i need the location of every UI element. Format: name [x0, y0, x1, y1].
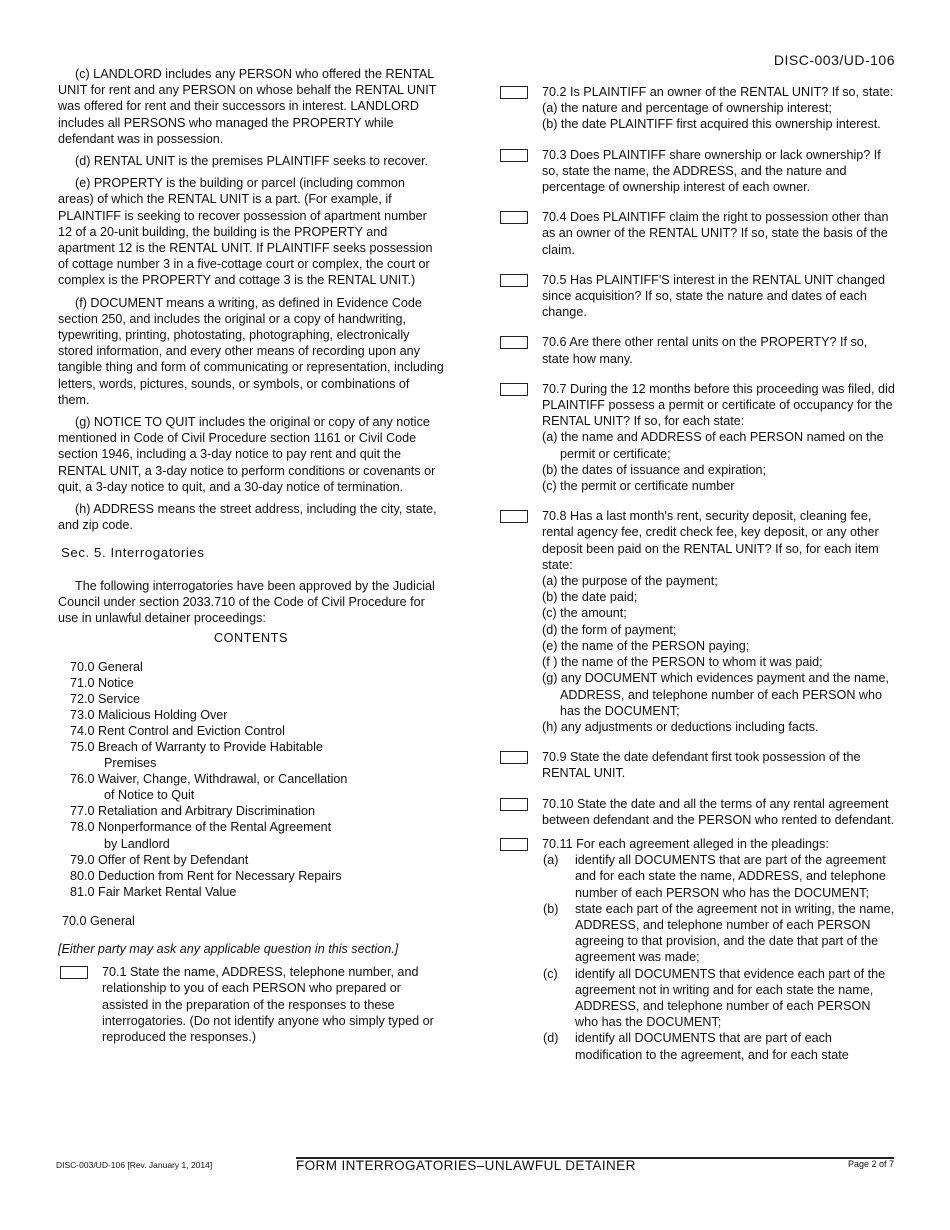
interrogatory-text: 70.2 Is PLAINTIFF an owner of the RENTAL UNIT? If so, state:	[542, 85, 894, 99]
interrogatory-text: 70.5 Has PLAINTIFF'S interest in the RENTAL UNIT changed since acquisition? If so, state the nature and dates of each change.	[542, 272, 886, 320]
interrogatory-text: 70.9 State the date defendant first took possession of the RENTAL UNIT.	[542, 750, 861, 781]
checkbox-70-4[interactable]	[500, 211, 528, 224]
sub-item: (a) the purpose of the payment;	[542, 574, 718, 589]
section-5-heading: Sec. 5. Interrogatories	[61, 545, 205, 561]
toc-item: 81.0 Fair Market Rental Value	[70, 884, 237, 899]
toc-item: 71.0 Notice	[70, 675, 134, 690]
left-column	[58, 66, 444, 1045]
toc-item: 79.0 Offer of Rent by Defendant	[70, 852, 249, 867]
definition-property: (e) PROPERTY is the building or parcel (including common areas) of which the RENTAL UNIT is a part. (For example, if PLAINTIFF is seeking to recover possession of apartment number 12 of a 20-unit building, the building is the PROPERTY and apartment 12 is the RENTAL UNIT. If PLAINTIFF seeks possession of cottage number 3 in a five-cottage court or complex, the court or complex is the PROPERTY and cottage 3 is the RENTAL UNIT.)	[58, 176, 433, 288]
checkbox-70-11[interactable]	[500, 838, 528, 851]
interrogatory-text: 70.4 Does PLAINTIFF claim the right to possession other than as an owner of the RENTAL UNIT? If so, state the basis of the claim.	[542, 210, 889, 257]
sub-item: (a) the nature and percentage of ownership interest;	[542, 101, 832, 116]
interrogatory-text: 70.3 Does PLAINTIFF share ownership or lack ownership? If so, state the name, the ADDRESS, and the nature and percentage of ownership interest of each owner.	[542, 147, 881, 195]
interrogatory-70-7	[500, 381, 895, 494]
toc-item-continued: Premises	[104, 756, 157, 771]
sub-item-text: identify all DOCUMENTS that are part of the agreement and for each state the name, ADDRESS, and telephone number of each PERSON who has the DOCUMENT;	[575, 853, 886, 900]
sub-item: (c) the amount;	[542, 606, 627, 621]
sub-item: (b) the dates of issuance and expiration;	[542, 462, 767, 477]
toc-item: 74.0 Rent Control and Eviction Control	[70, 723, 285, 738]
checkbox-70-6[interactable]	[500, 336, 528, 349]
checkbox-70-1[interactable]	[60, 966, 88, 979]
sub-item: (f ) the name of the PERSON to whom it was paid;	[542, 655, 823, 670]
sub-item	[500, 852, 895, 901]
checkbox-70-5[interactable]	[500, 274, 528, 287]
checkbox-70-2[interactable]	[500, 86, 528, 99]
footer-title: FORM INTERROGATORIES–UNLAWFUL DETAINER	[296, 1158, 636, 1173]
interrogatory-text: 70.10 State the date and all the terms of any rental agreement between defendant and the PERSON who rented to defendant.	[542, 796, 895, 827]
checkbox-70-9[interactable]	[500, 751, 528, 764]
sub-item-text: identify all DOCUMENTS that evidence each part of the agreement not in writing and for each state the name, ADDRESS, and telephone number of each PERSON who has the DOCUMENT;	[575, 966, 886, 1030]
checkbox-70-7[interactable]	[500, 383, 528, 396]
footer-form-revision: DISC-003/UD-106 [Rev. January 1, 2014]	[56, 1160, 213, 1170]
sub-item: (e) the name of the PERSON paying;	[542, 638, 750, 653]
sub-item-label: (c)	[543, 966, 558, 981]
toc-item-continued: of Notice to Quit	[104, 788, 195, 803]
general-heading: 70.0 General	[62, 913, 135, 928]
interrogatory-text: 70.1 State the name, ADDRESS, telephone number, and relationship to you of each PERSON who prepared or assisted in the preparation of the responses to these interrogatories. (Do not identify anyone who simply typed or reproduced the responses.)	[102, 965, 434, 1044]
interrogatory-70-11	[500, 836, 895, 1063]
toc-item-continued: by Landlord	[104, 836, 170, 851]
right-column	[500, 84, 895, 1063]
sub-item-label: (a)	[543, 853, 559, 868]
interrogatory-70-6	[500, 334, 895, 366]
sub-item: (c) the permit or certificate number	[542, 479, 735, 494]
sub-item: (d) the form of payment;	[542, 622, 677, 637]
checkbox-70-10[interactable]	[500, 798, 528, 811]
interrogatory-text: 70.7 During the 12 months before this proceeding was filed, did PLAINTIFF possess a permit or certificate of occupancy for the RENTAL UNIT? If so, for each state:	[542, 381, 895, 429]
interrogatory-70-9	[500, 749, 895, 781]
interrogatory-text: 70.6 Are there other rental units on the PROPERTY? If so, state how many.	[542, 335, 868, 366]
interrogatories-intro: The following interrogatories have been approved by the Judicial Council under section 2033.710 of the Code of Civil Procedure for use in unlawful detainer proceedings:	[58, 578, 435, 626]
toc-item: 77.0 Retaliation and Arbitrary Discrimination	[70, 804, 315, 819]
sub-item: (h) any adjustments or deductions including facts.	[542, 719, 819, 734]
sub-item-label: (d)	[543, 1031, 559, 1046]
footer-page-number: Page 2 of 7	[847, 1159, 894, 1169]
sub-item-text: state each part of the agreement not in writing, the name, ADDRESS, and telephone number of each PERSON agreeing to that provision, and the date that part of the agreement was made;	[575, 901, 895, 965]
general-note: [Either party may ask any applicable question in this section.]	[58, 942, 399, 957]
sub-item: (b) the date PLAINTIFF first acquired this ownership interest.	[542, 117, 881, 132]
toc-item: 78.0 Nonperformance of the Rental Agreement	[70, 820, 332, 835]
interrogatory-70-4	[500, 209, 895, 258]
sub-item: (b) the date paid;	[542, 590, 638, 605]
interrogatory-70-5	[500, 272, 895, 321]
definition-address: (h) ADDRESS means the street address, including the city, state, and zip code.	[58, 502, 437, 533]
checkbox-70-8[interactable]	[500, 510, 528, 523]
toc-item: 73.0 Malicious Holding Over	[70, 707, 228, 722]
sub-item-label: (b)	[543, 901, 559, 916]
sub-item	[500, 1030, 895, 1062]
interrogatory-70-3	[500, 147, 895, 196]
definition-rental-unit: (d) RENTAL UNIT is the premises PLAINTIFF seeks to recover.	[75, 154, 429, 169]
sub-item	[500, 966, 895, 1031]
toc-item: 80.0 Deduction from Rent for Necessary Repairs	[70, 868, 342, 883]
interrogatory-70-2	[500, 84, 895, 133]
definition-landlord: (c) LANDLORD includes any PERSON who offered the RENTAL UNIT for rent and any PERSON on whose behalf the RENTAL UNIT was offered for rent and their successors in interest. LANDLORD includes all PERSONS who managed the PROPERTY while defendant was in possession.	[58, 67, 437, 146]
toc-item: 70.0 General	[70, 659, 143, 674]
toc-item: 75.0 Breach of Warranty to Provide Habitable	[70, 739, 323, 754]
contents-title: CONTENTS	[213, 631, 289, 646]
interrogatory-70-8	[500, 508, 895, 735]
definition-notice-to-quit: (g) NOTICE TO QUIT includes the original or copy of any notice mentioned in Code of Civil Procedure section 1161 or Civil Code section 1946, including a 3-day notice to pay rent and quit the RENTAL UNIT, a 3-day notice to perform conditions or covenants or quit, a 3-day notice to quit, and a 30-day notice of termination.	[58, 415, 436, 494]
interrogatory-text: 70.8 Has a last month's rent, security deposit, cleaning fee, rental agency fee, credit check fee, key deposit, or any other deposit been paid on the RENTAL UNIT? If so, for each item state:	[542, 509, 879, 572]
checkbox-70-3[interactable]	[500, 149, 528, 162]
sub-item: (g) any DOCUMENT which evidences payment and the name, ADDRESS, and telephone number of each PERSON who has the DOCUMENT;	[542, 671, 889, 718]
definition-document: (f) DOCUMENT means a writing, as defined in Evidence Code section 250, and includes the original or a copy of handwriting, typewriting, printing, photostating, photographing, electronically stored information, and every other means of recording upon any tangible thing and form of communicating or representation, including letters, words, pictures, sounds, or symbols, or combinations of them.	[58, 295, 444, 407]
sub-item	[500, 901, 895, 966]
toc-item: 72.0 Service	[70, 691, 141, 706]
contents-list	[70, 659, 444, 900]
interrogatory-70-10	[500, 796, 895, 828]
sub-item: (a) the name and ADDRESS of each PERSON named on the permit or certificate;	[542, 430, 884, 461]
sub-item-text: identify all DOCUMENTS that are part of each modification to the agreement, and for each state	[575, 1031, 849, 1062]
form-code: DISC-003/UD-106	[773, 52, 895, 68]
toc-item: 76.0 Waiver, Change, Withdrawal, or Cancellation	[70, 772, 348, 787]
interrogatory-text: 70.11 For each agreement alleged in the pleadings:	[542, 836, 829, 851]
interrogatory-70-1	[60, 964, 444, 1045]
